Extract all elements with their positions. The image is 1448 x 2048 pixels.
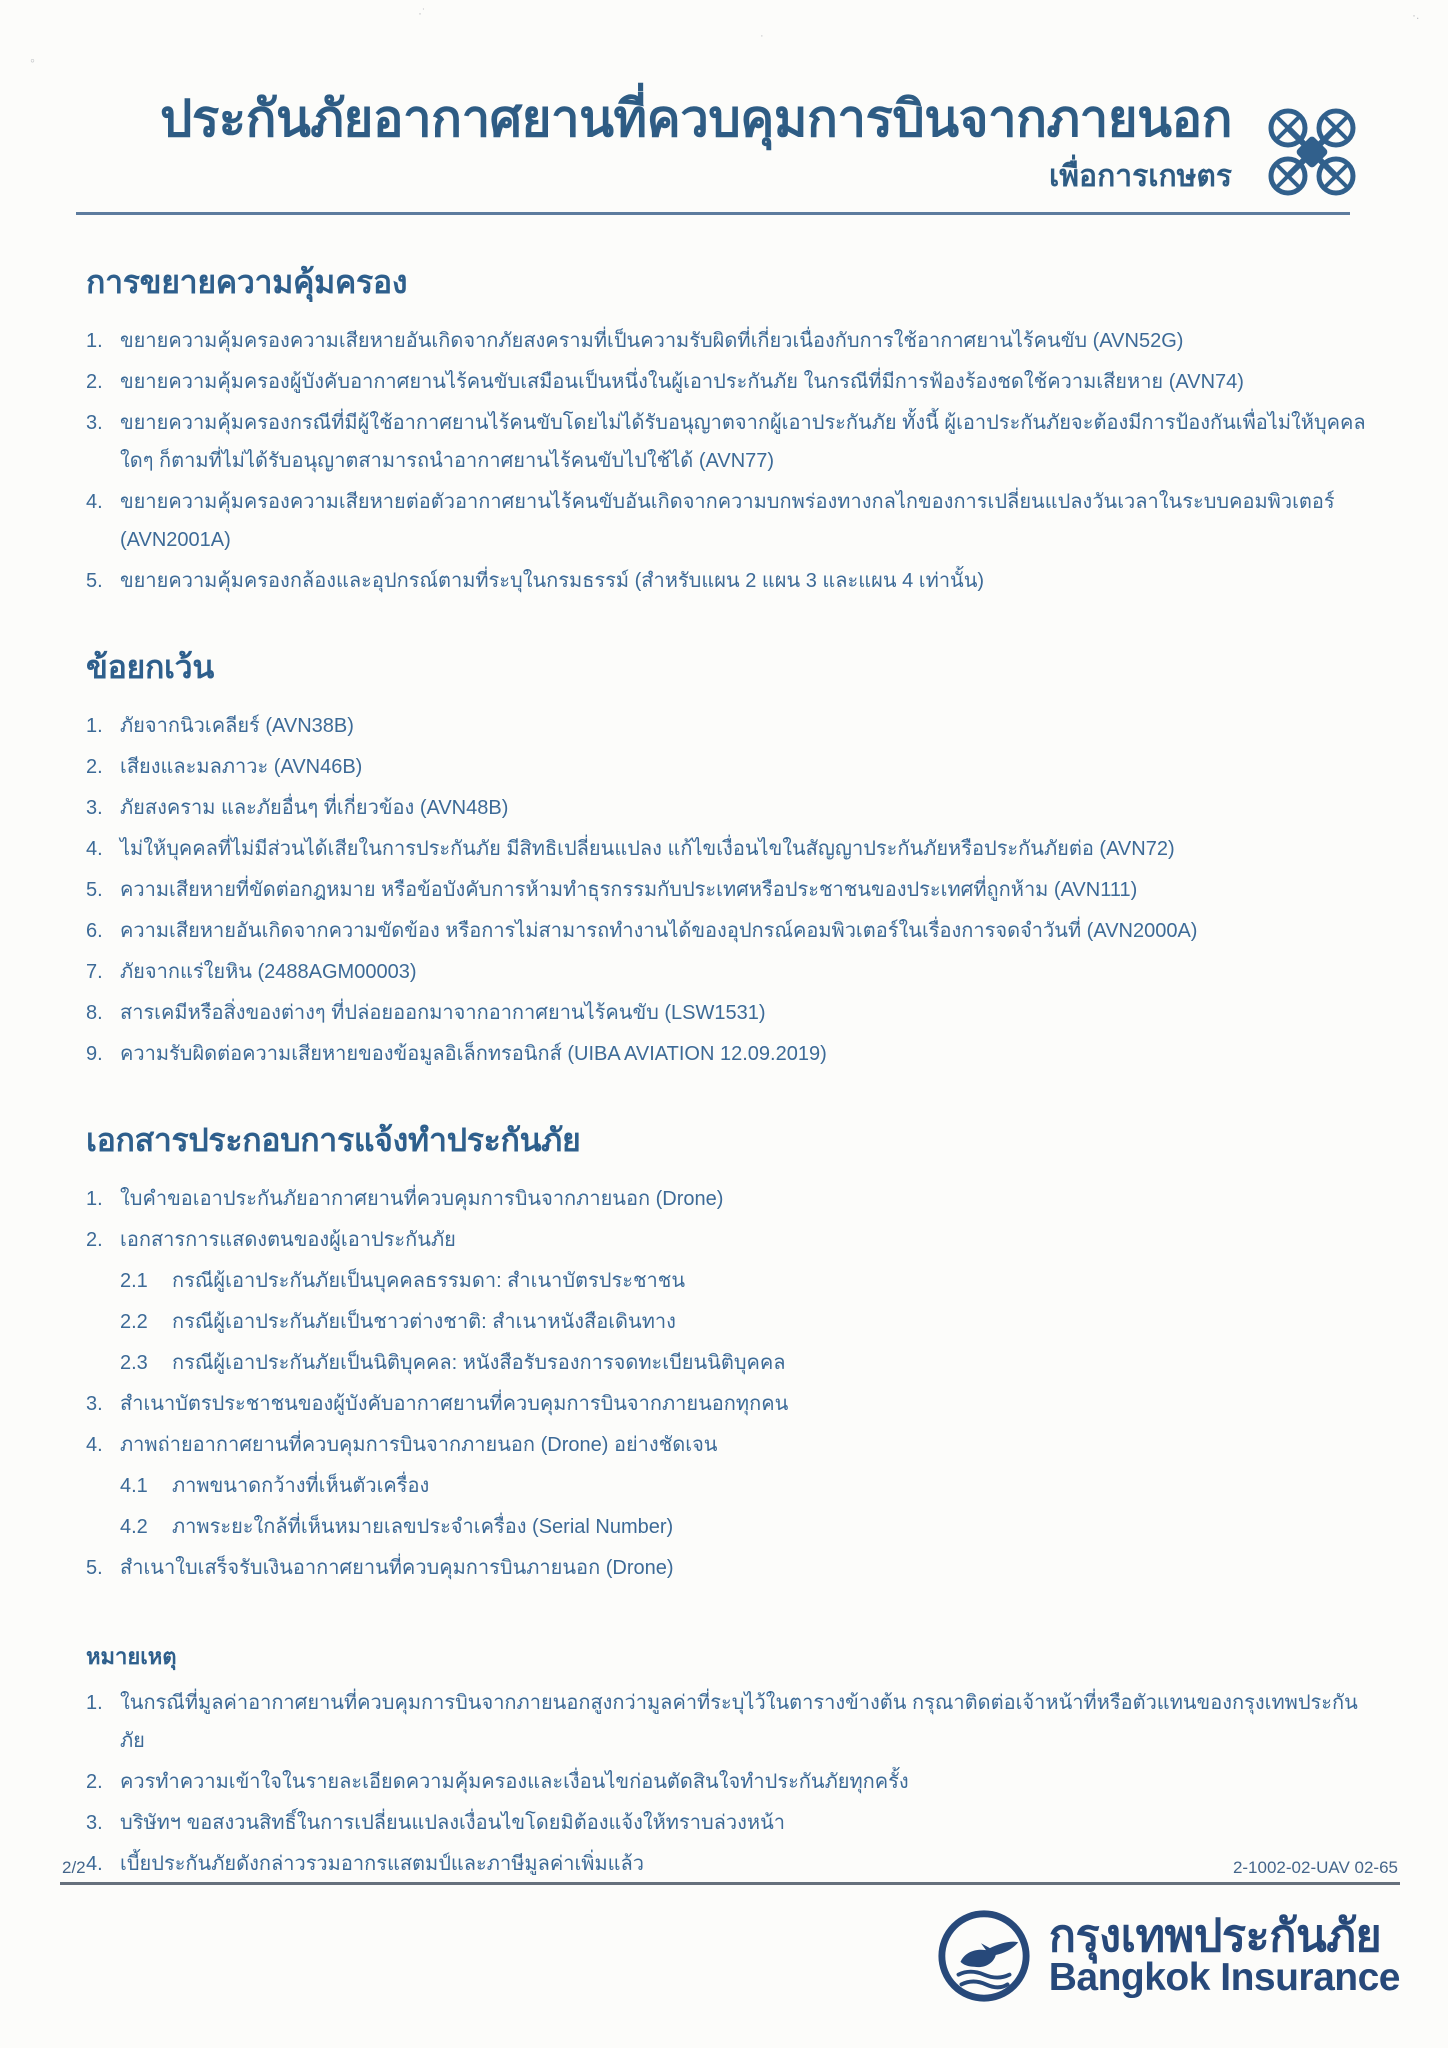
notes-list	[86, 1684, 1388, 1883]
list-item-text: เอกสารการแสดงตนของผู้เอาประกันภัย	[120, 1229, 456, 1251]
list-item	[86, 748, 1388, 786]
list-item	[86, 994, 1388, 1032]
list-item-number: 2.	[86, 1771, 103, 1793]
list-item	[86, 1684, 1388, 1760]
list-subitem	[120, 1467, 1388, 1505]
list-item-text: สารเคมีหรือสิ่งของต่างๆ ที่ปล่อยออกมาจากอากาศยานไร้คนขับ (LSW1531)	[120, 1002, 766, 1024]
list-item	[86, 322, 1388, 360]
notes-heading: หมายเหตุ	[86, 1644, 177, 1669]
list-item-number: 5.	[86, 1557, 103, 1579]
scan-artifact: ·	[760, 30, 764, 42]
list-item-text: บริษัทฯ ขอสงวนสิทธิ์ในการเปลี่ยนแปลงเงื่อนไขโดยมิต้องแจ้งให้ทราบล่วงหน้า	[120, 1812, 785, 1834]
section-heading: เอกสารประกอบการแจ้งทำประกันภัย	[86, 1122, 581, 1158]
scan-artifact: ◦	[30, 52, 35, 68]
list-item-number: 3.	[86, 412, 103, 434]
list-item	[86, 1804, 1388, 1842]
brand-name-thai: กรุงเทพประกันภัย	[1048, 1910, 1382, 1962]
list-item	[86, 404, 1388, 480]
list-item-number: 3.	[86, 1812, 103, 1834]
list-item-text: ภัยจากแร่ใยหิน (2488AGM00003)	[120, 961, 417, 983]
list-item	[86, 871, 1388, 909]
brand-name-english: Bangkok Insurance	[1048, 1956, 1400, 2000]
list-item-text: ขยายความคุ้มครองกล้องและอุปกรณ์ตามที่ระบุในกรมธรรม์ (สำหรับแผน 2 แผน 3 และแผน 4 เท่านั้น)	[120, 570, 985, 592]
list-item	[86, 1763, 1388, 1801]
list-item-number: 7.	[86, 961, 103, 983]
list-item-number: 2.	[86, 756, 103, 778]
list-item-text: ภาพขนาดกว้างที่เห็นตัวเครื่อง	[172, 1475, 430, 1497]
list-item-number: 2.3	[120, 1352, 148, 1374]
list-item-number: 4.	[86, 491, 103, 513]
list-item-text: กรณีผู้เอาประกันภัยเป็นบุคคลธรรมดา: สำเนาบัตรประชาชน	[172, 1270, 686, 1292]
list-item	[86, 830, 1388, 868]
brand-logo-block	[60, 1907, 1400, 2005]
scan-artifact: ·˙	[418, 6, 426, 20]
coverage-extension-list	[86, 322, 1388, 600]
list-item-number: 4.	[86, 838, 103, 860]
list-item	[86, 1035, 1388, 1073]
exclusions-list	[86, 707, 1388, 1073]
list-item	[86, 1426, 1388, 1464]
list-item-number: 2.	[86, 1229, 103, 1251]
footer-divider	[60, 1882, 1400, 1885]
page-subtitle: เพื่อการเกษตร	[1049, 159, 1232, 193]
list-item-number: 4.2	[120, 1516, 148, 1538]
list-item-number: 1.	[86, 1188, 103, 1210]
list-item-text: กรณีผู้เอาประกันภัยเป็นชาวต่างชาติ: สำเนาหนังสือเดินทาง	[172, 1311, 676, 1333]
list-item-text: ภาพระยะใกล้ที่เห็นหมายเลขประจำเครื่อง (Serial Number)	[172, 1516, 674, 1538]
list-subitem	[120, 1303, 1388, 1341]
list-item	[86, 1180, 1388, 1218]
required-documents-list	[86, 1180, 1388, 1587]
list-item	[86, 363, 1388, 401]
document-footer	[60, 1858, 1400, 2005]
list-item	[86, 912, 1388, 950]
list-item-number: 2.	[86, 371, 103, 393]
drone-quadcopter-icon	[1262, 104, 1362, 200]
section-required-documents	[86, 1115, 1388, 1587]
section-heading: ข้อยกเว้น	[86, 649, 214, 685]
list-subitem	[120, 1508, 1388, 1546]
brand-name-block	[1048, 1910, 1400, 2000]
list-item-text: ความรับผิดต่อความเสียหายของข้อมูลอิเล็กทรอนิกส์ (UIBA AVIATION 12.09.2019)	[120, 1043, 827, 1065]
section-heading: การขยายความคุ้มครอง	[86, 264, 408, 300]
list-item-number: 8.	[86, 1002, 103, 1024]
list-item	[86, 1549, 1388, 1587]
list-item-text: ความเสียหายที่ขัดต่อกฎหมาย หรือข้อบังคับการห้ามทำธุรกรรมกับประเทศหรือประชาชนของประเทศที่ถูกห้าม (AVN111)	[120, 879, 1138, 901]
list-item-text: เบี้ยประกันภัยดังกล่าวรวมอากรแสตมป์และภาษีมูลค่าเพิ่มแล้ว	[120, 1853, 645, 1875]
list-item	[86, 707, 1388, 745]
list-item-number: 5.	[86, 570, 103, 592]
list-item-number: 1.	[86, 330, 103, 352]
section-coverage-extension	[86, 257, 1388, 600]
list-item-number: 4.1	[120, 1475, 148, 1497]
scan-artifact: ·.	[1412, 8, 1420, 22]
dove-over-waves-emblem-icon	[935, 1907, 1033, 2005]
form-code: 2-1002-02-UAV 02-65	[1232, 1858, 1398, 1877]
list-item-text: เสียงและมลภาวะ (AVN46B)	[120, 756, 363, 778]
list-item-text: ขยายความคุ้มครองความเสียหายอันเกิดจากภัยสงครามที่เป็นความรับผิดที่เกี่ยวเนื่องกับการใช้อากาศยานไร้คนขับ (AVN52G)	[120, 330, 1184, 352]
list-item-number: 5.	[86, 879, 103, 901]
list-item-number: 3.	[86, 797, 103, 819]
list-item-text: ภัยจากนิวเคลียร์ (AVN38B)	[120, 715, 354, 737]
list-item-number: 9.	[86, 1043, 103, 1065]
list-item-text: ภาพถ่ายอากาศยานที่ควบคุมการบินจากภายนอก (Drone) อย่างชัดเจน	[120, 1434, 718, 1456]
list-item	[86, 1385, 1388, 1423]
list-item-number: 2.2	[120, 1311, 148, 1333]
list-item-text: ในกรณีที่มูลค่าอากาศยานที่ควบคุมการบินจากภายนอกสูงกว่ามูลค่าที่ระบุไว้ในตารางข้างต้น กรุณาติดต่อเจ้าหน้าที่หรือตัวแทนของกรุงเทพประกันภัย	[120, 1692, 1358, 1752]
list-item-number: 4.	[86, 1853, 103, 1875]
list-item-text: ใบคำขอเอาประกันภัยอากาศยานที่ควบคุมการบินจากภายนอก (Drone)	[120, 1188, 724, 1210]
list-item-text: ความเสียหายอันเกิดจากความขัดข้อง หรือการไม่สามารถทำงานได้ของอุปกรณ์คอมพิวเตอร์ในเรื่องการจดจำวันที่ (AVN2000A)	[120, 920, 1198, 942]
list-item	[86, 483, 1388, 559]
list-item-text: ขยายความคุ้มครองกรณีที่มีผู้ใช้อากาศยานไร้คนขับโดยไม่ได้รับอนุญาตจากผู้เอาประกันภัย ทั้งนี้ ผู้เอาประกันภัยจะต้องมีการป้องกันเพื่อไม่ให้บุคคลใดๆ ก็ตามที่ไม่ได้รับอนุญาตสามารถนำอากาศยานไร้คนขับไปใช้ได้ (AVN77)	[120, 412, 1366, 472]
list-item	[86, 953, 1388, 991]
page-number: 2/2	[62, 1858, 86, 1877]
section-exclusions	[86, 642, 1388, 1073]
document-body	[0, 257, 1448, 1883]
list-subitem	[120, 1344, 1388, 1382]
page-title: ประกันภัยอากาศยานที่ควบคุมการบินจากภายนอก	[160, 90, 1232, 147]
document-title-block	[160, 90, 1232, 200]
list-item-text: ขยายความคุ้มครองความเสียหายต่อตัวอากาศยานไร้คนขับอันเกิดจากความบกพร่องทางกลไกของการเปลี่ยนแปลงวันเวลาในระบบคอมพิวเตอร์ (AVN2001A)	[120, 491, 1335, 551]
list-item-text: สำเนาใบเสร็จรับเงินอากาศยานที่ควบคุมการบินภายนอก (Drone)	[120, 1557, 674, 1579]
list-item-text: สำเนาบัตรประชาชนของผู้บังคับอากาศยานที่ควบคุมการบินจากภายนอกทุกคน	[120, 1393, 789, 1415]
footer-meta-row	[60, 1858, 1400, 1882]
header-divider	[76, 212, 1350, 215]
list-item-text: ขยายความคุ้มครองผู้บังคับอากาศยานไร้คนขับเสมือนเป็นหนึ่งในผู้เอาประกันภัย ในกรณีที่มีการฟ้องร้องชดใช้ความเสียหาย (AVN74)	[120, 371, 1244, 393]
document-header	[0, 0, 1448, 200]
list-subitem	[120, 1262, 1388, 1300]
list-item-text: ไม่ให้บุคคลที่ไม่มีส่วนได้เสียในการประกันภัย มีสิทธิเปลี่ยนแปลง แก้ไขเงื่อนไขในสัญญาประกันภัยหรือประกันภัยต่อ (AVN72)	[120, 838, 1175, 860]
list-item-number: 1.	[86, 715, 103, 737]
list-item-number: 1.	[86, 1692, 103, 1714]
list-item-text: กรณีผู้เอาประกันภัยเป็นนิติบุคคล: หนังสือรับรองการจดทะเบียนนิติบุคคล	[172, 1352, 786, 1374]
list-item	[86, 562, 1388, 600]
list-item-text: ภัยสงคราม และภัยอื่นๆ ที่เกี่ยวข้อง (AVN48B)	[120, 797, 509, 819]
list-item-number: 3.	[86, 1393, 103, 1415]
list-item-number: 6.	[86, 920, 103, 942]
section-notes	[86, 1639, 1388, 1883]
list-item	[86, 789, 1388, 827]
list-item-number: 2.1	[120, 1270, 148, 1292]
list-item-number: 4.	[86, 1434, 103, 1456]
list-item	[86, 1221, 1388, 1259]
list-item-text: ควรทำความเข้าใจในรายละเอียดความคุ้มครองและเงื่อนไขก่อนตัดสินใจทำประกันภัยทุกครั้ง	[120, 1771, 909, 1793]
